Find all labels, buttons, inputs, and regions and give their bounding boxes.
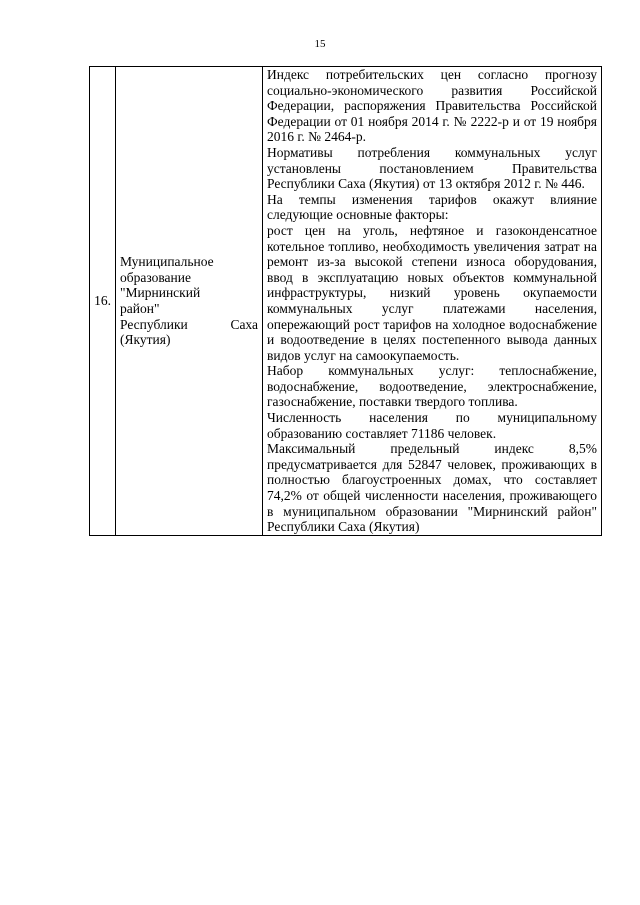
municipality-name-split-line [120, 317, 258, 333]
municipality-name-saha: Саха [230, 316, 258, 332]
paragraph-factors-list: рост цен на уголь, нефтяное и газоконденсатное котельное топливо, необходимость увеличения затрат на ремонт из-за высокой степени износа оборудования, ввод в эксплуатацию новых объектов коммунальной инфраструктуры, низкий уровень окупаемости коммунальных услуг платежами населения, опережающий рост тарифов на холодное водоснабжение и водоотведение в целях постепенного вывода данных видов услуг на самоокупаемость. [267, 222, 597, 363]
row-number: 16. [90, 67, 116, 536]
paragraph-population: Численность населения по муниципальному образованию составляет 71186 человек. [267, 410, 597, 441]
municipality-name-line: (Якутия) [120, 332, 171, 348]
paragraph-price-index: Индекс потребительских цен согласно прогнозу социально-экономического развития Российской Федерации, распоряжения Правительства Российской Федерации от 01 ноября 2014 г. № 2222-р и от 19 ноября 2016 г. № 2464-р. [267, 67, 597, 145]
paragraph-max-index: Максимальный предельный индекс 8,5% предусматривается для 52847 человек, проживающих в полностью благоустроенных домах, что составляет 74,2% от общей численности населения, проживающего в муниципальном образовании "Мирнинский район" Республики Саха (Якутия) [267, 441, 597, 535]
municipality-name-line: образование [120, 269, 191, 285]
municipality-name-line: "Мирнинский [120, 285, 201, 301]
tariff-table [89, 66, 602, 536]
municipality-name-cell [116, 67, 263, 536]
table-row [90, 67, 602, 536]
paragraph-services-set: Набор коммунальных услуг: теплоснабжение, водоснабжение, водоотведение, электроснабжение, газоснабжение, поставки твердого топлива. [267, 363, 597, 410]
municipality-name-republic: Республики [120, 316, 188, 332]
page-number: 15 [314, 38, 326, 50]
municipality-name-line: район" [120, 300, 160, 316]
description-cell [263, 67, 602, 536]
paragraph-factors-intro: На темпы изменения тарифов окажут влияние следующие основные факторы: [267, 191, 597, 223]
municipality-name-line: Муниципальное [120, 254, 214, 270]
paragraph-consumption-norms: Нормативы потребления коммунальных услуг установлены постановлением Правительства Республики Саха (Якутия) от 13 октября 2012 г. № 446. [267, 144, 597, 192]
